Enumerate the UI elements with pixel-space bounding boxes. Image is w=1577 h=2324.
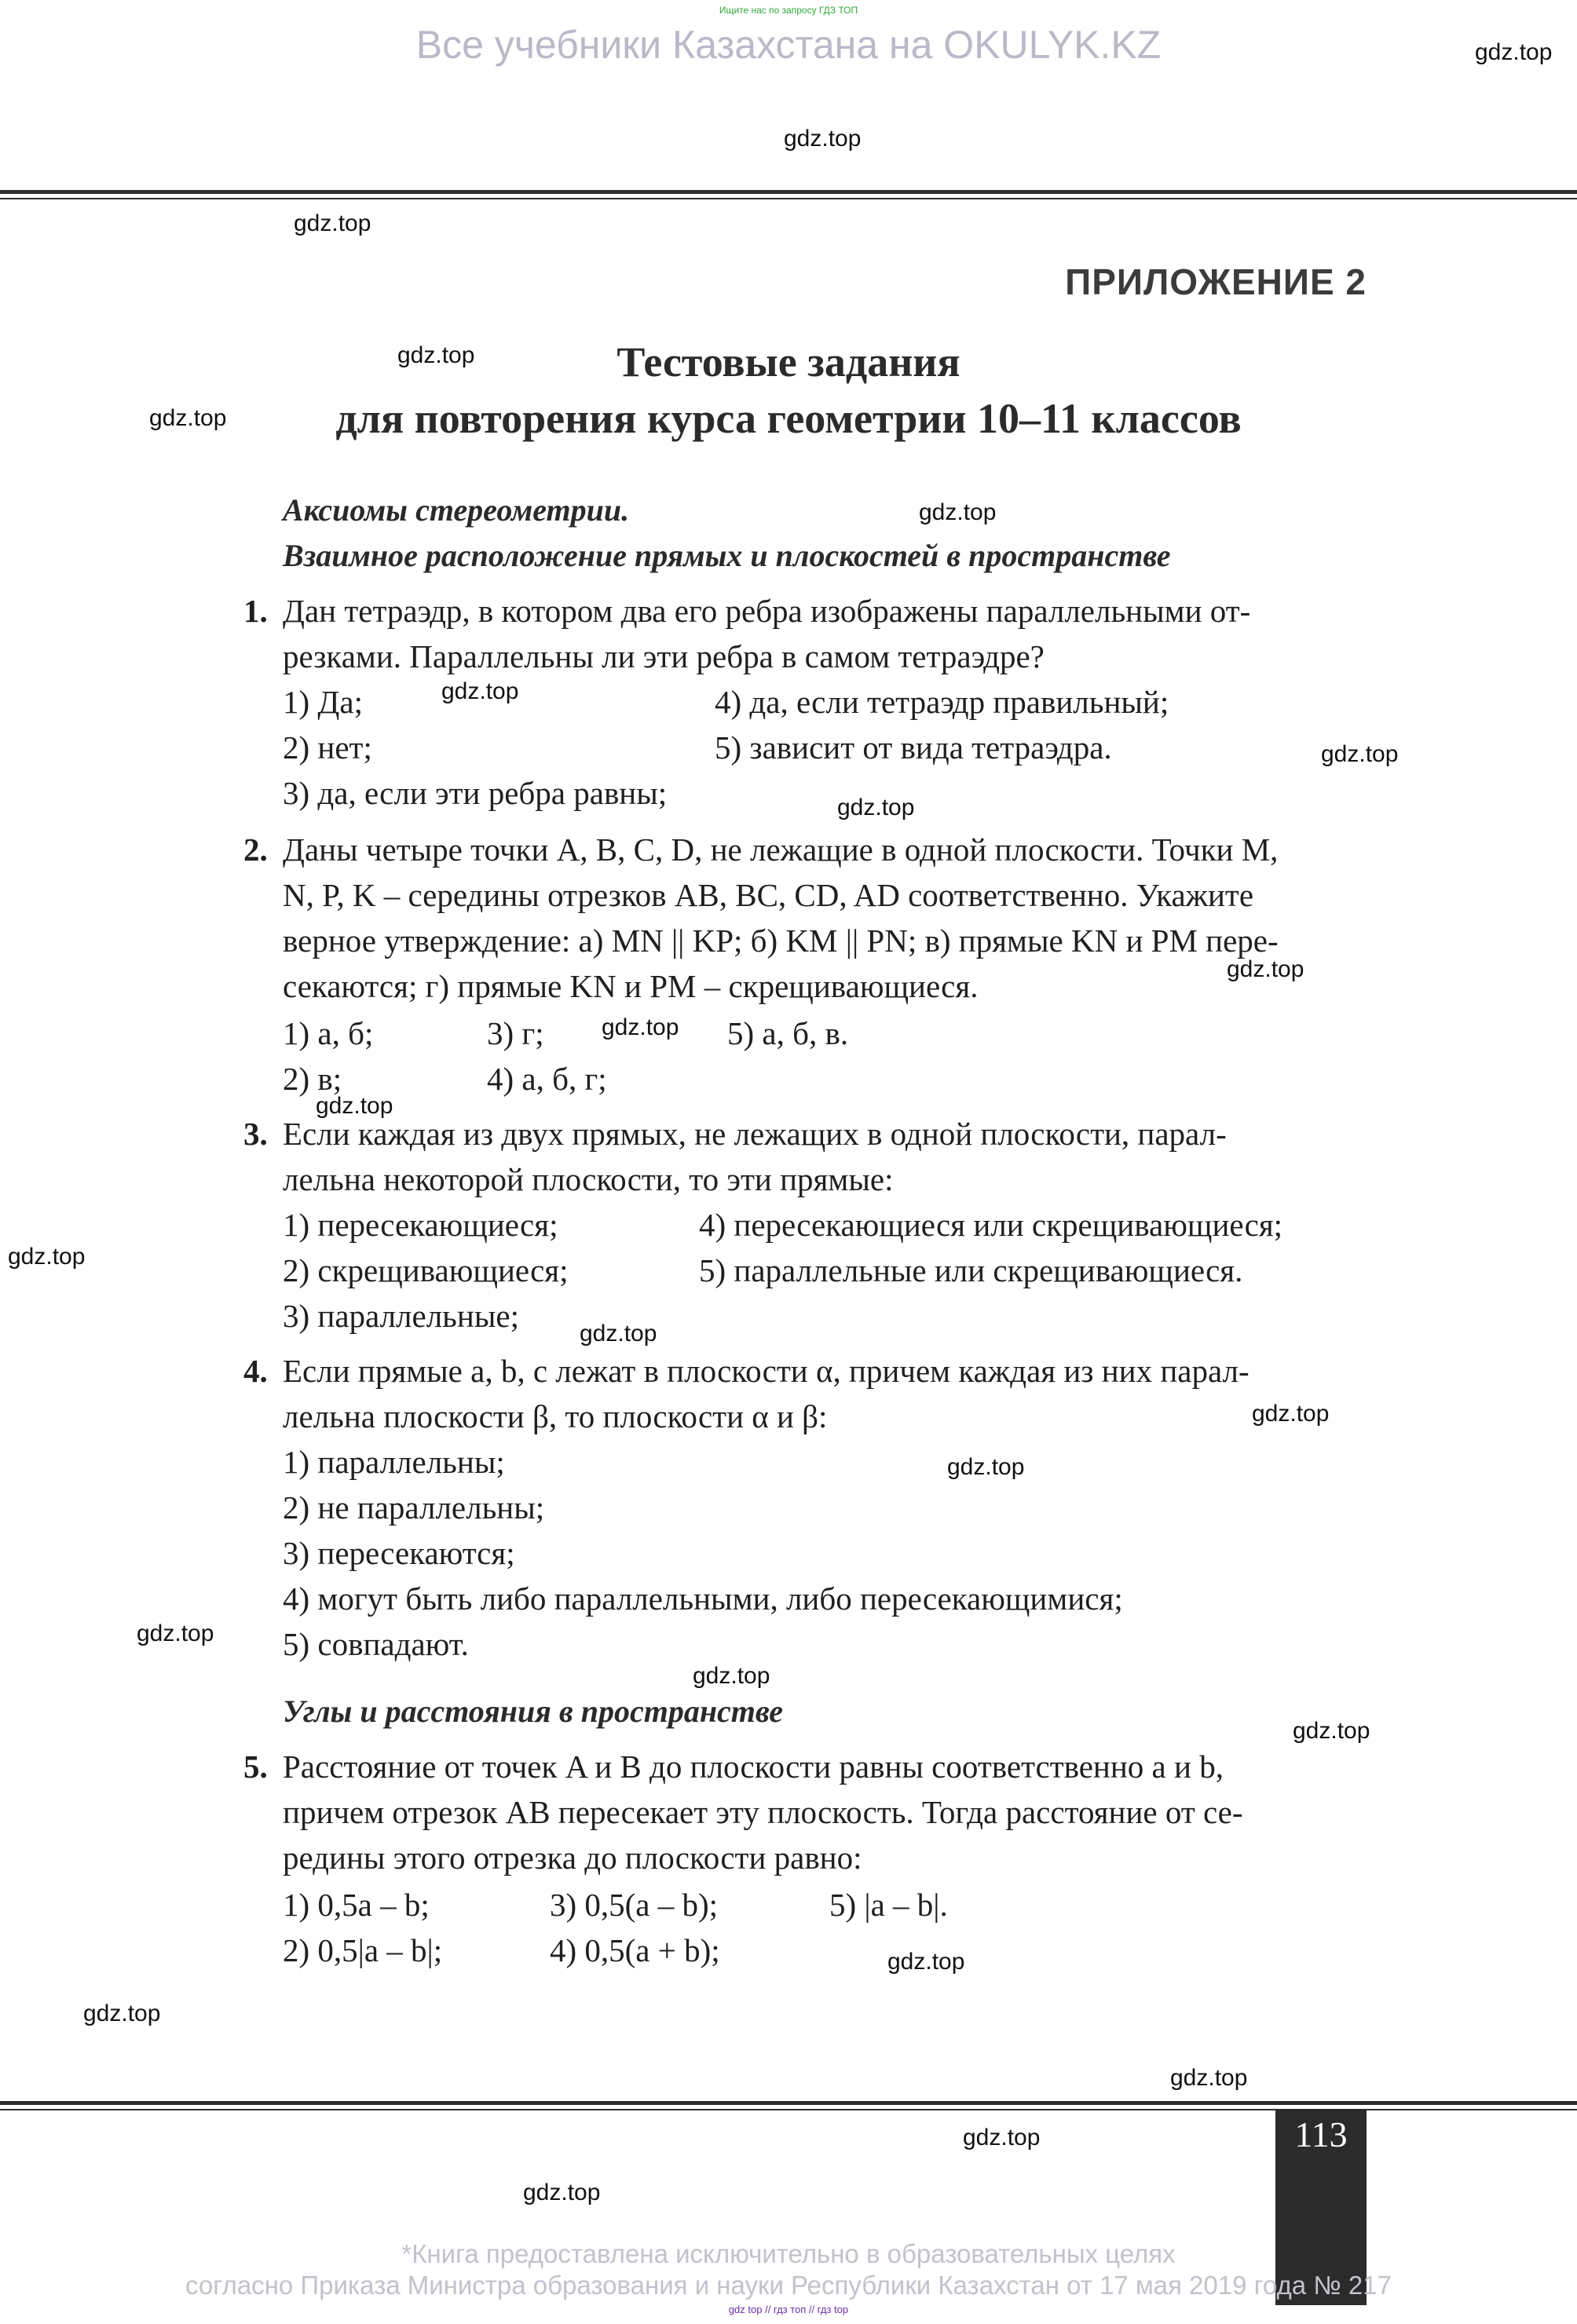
question-text: секаются; г) прямые KN и PM – скрещивающиеся. (283, 968, 979, 1004)
site-banner[interactable]: Все учебники Казахстана на OKULYK.KZ (415, 23, 1162, 67)
answer-option: 2) нет; (283, 729, 372, 766)
answer-option: 2) не параллельны; (283, 1489, 545, 1526)
answer-option: 3) 0,5(a – b); (550, 1887, 719, 1923)
watermark: gdz.top (1252, 1401, 1330, 1427)
footer-note: *Книга предоставлена исключительно в образовательных целях (401, 2239, 1176, 2268)
section-heading: Взаимное расположение прямых и плоскостей в пространстве (283, 538, 1171, 573)
watermark: gdz.top (149, 405, 227, 431)
search-hint: Ищите нас по запросу ГДЗ ТОП (719, 5, 858, 16)
question-number: 3. (243, 1116, 268, 1152)
answer-option: 1) 0,5a – b; (283, 1887, 430, 1923)
watermark: gdz.top (137, 1621, 214, 1646)
watermark: gdz.top (523, 2180, 601, 2205)
question-text: лельна некоторой плоскости, то эти прямые: (283, 1161, 894, 1197)
watermark: gdz.top (784, 126, 862, 152)
answer-option: 4) да, если тетраэдр правильный; (715, 684, 1169, 720)
question-text: верное утверждение: а) MN || KP; б) KM || PN; в) прямые KN и PM пере- (283, 923, 1279, 959)
question-text: причем отрезок AB пересекает эту плоскость. Тогда расстояние от се- (283, 1794, 1243, 1830)
answer-option: 5) |a – b|. (829, 1887, 948, 1923)
answer-option: 2) скрещивающиеся; (283, 1252, 569, 1288)
appendix-label: ПРИЛОЖЕНИЕ 2 (1065, 261, 1367, 302)
question-text: Даны четыре точки A, B, C, D, не лежащие в одной плоскости. Точки M, (283, 831, 1279, 868)
answer-option: 1) Да; (283, 684, 363, 720)
question-number: 2. (243, 831, 268, 868)
answer-option: 5) параллельные или скрещивающиеся. (699, 1252, 1243, 1288)
section-heading: Углы и расстояния в пространстве (283, 1694, 784, 1729)
watermark: gdz.top (947, 1454, 1025, 1480)
question-text: лельна плоскости β, то плоскости α и β: (283, 1398, 828, 1434)
answer-option: 5) а, б, в. (727, 1015, 849, 1051)
answer-option: 2) в; (283, 1061, 342, 1097)
question-number: 5. (243, 1748, 268, 1785)
question-text: Если каждая из двух прямых, не лежащих в одной плоскости, парал- (283, 1116, 1227, 1152)
answer-option: 1) а, б; (283, 1015, 374, 1051)
answer-option: 2) 0,5|a – b|; (283, 1932, 443, 1968)
answer-option: 3) да, если эти ребра равны; (283, 775, 668, 811)
watermark: gdz.top (8, 1244, 86, 1270)
question-text: Расстояние от точек A и B до плоскости равны соответственно a и b, (283, 1748, 1224, 1785)
watermark: gdz.top (441, 678, 519, 704)
page-top-rule-thin (0, 198, 1577, 199)
answer-option: 4) а, б, г; (487, 1061, 607, 1097)
watermark: gdz.top (83, 2001, 161, 2026)
watermark: gdz.top (397, 342, 475, 368)
watermark: gdz.top (837, 795, 915, 820)
watermark: gdz.top (580, 1321, 657, 1347)
answer-option: 4) могут быть либо параллельными, либо пересекающимися; (283, 1580, 1123, 1617)
watermark: gdz.top (919, 499, 997, 525)
watermark: gdz.top (294, 210, 371, 236)
answer-option: 3) параллельные; (283, 1298, 519, 1334)
question-text: Дан тетраэдр, в котором два его ребра изображены параллельными от- (283, 593, 1251, 629)
answer-option: 4) пересекающиеся или скрещивающиеся; (699, 1207, 1283, 1243)
watermark: gdz.top (602, 1014, 679, 1040)
watermark: gdz.top (1293, 1718, 1370, 1744)
question-text: Если прямые a, b, c лежат в плоскости α, причем каждая из них парал- (283, 1353, 1250, 1389)
answer-option: 5) совпадают. (283, 1626, 469, 1662)
answer-option: 5) зависит от вида тетраэдра. (715, 729, 1112, 766)
page-top-rule (0, 190, 1577, 194)
section-heading: Аксиомы стереометрии. (283, 492, 630, 528)
answer-option: 3) г; (487, 1015, 544, 1051)
watermark: gdz.top (316, 1093, 393, 1119)
page-title-line1: Тестовые задания (617, 338, 960, 386)
watermark: gdz.top (1475, 39, 1553, 65)
question-number: 1. (243, 593, 268, 629)
page-number: 113 (1294, 2114, 1348, 2154)
page-bottom-rule (0, 2101, 1577, 2105)
question-text: N, P, K – середины отрезков AB, BC, CD, AD соответственно. Укажите (283, 877, 1254, 913)
watermark: gdz.top (1227, 956, 1304, 982)
answer-option: 1) параллельны; (283, 1444, 505, 1480)
answer-option: 4) 0,5(a + b); (550, 1932, 720, 1968)
question-number: 4. (243, 1353, 268, 1389)
page-title-line2: для повторения курса геометрии 10–11 классов (335, 395, 1242, 442)
watermark: gdz.top (693, 1663, 770, 1689)
question-text: редины этого отрезка до плоскости равно: (283, 1840, 862, 1876)
footer-note: согласно Приказа Министра образования и науки Республики Казахстан от 17 мая 2019 года № 217 (185, 2271, 1392, 2300)
watermark: gdz.top (1170, 2065, 1248, 2091)
watermark: gdz.top (963, 2125, 1041, 2150)
question-text: резками. Параллельны ли эти ребра в самом тетраэдре? (283, 638, 1045, 674)
watermark: gdz.top (887, 1949, 965, 1975)
footer-links[interactable]: gdz top // гдз топ // гдз top (728, 2304, 849, 2315)
answer-option: 3) пересекаются; (283, 1535, 515, 1571)
watermark: gdz.top (1321, 741, 1399, 767)
answer-option: 1) пересекающиеся; (283, 1207, 558, 1243)
